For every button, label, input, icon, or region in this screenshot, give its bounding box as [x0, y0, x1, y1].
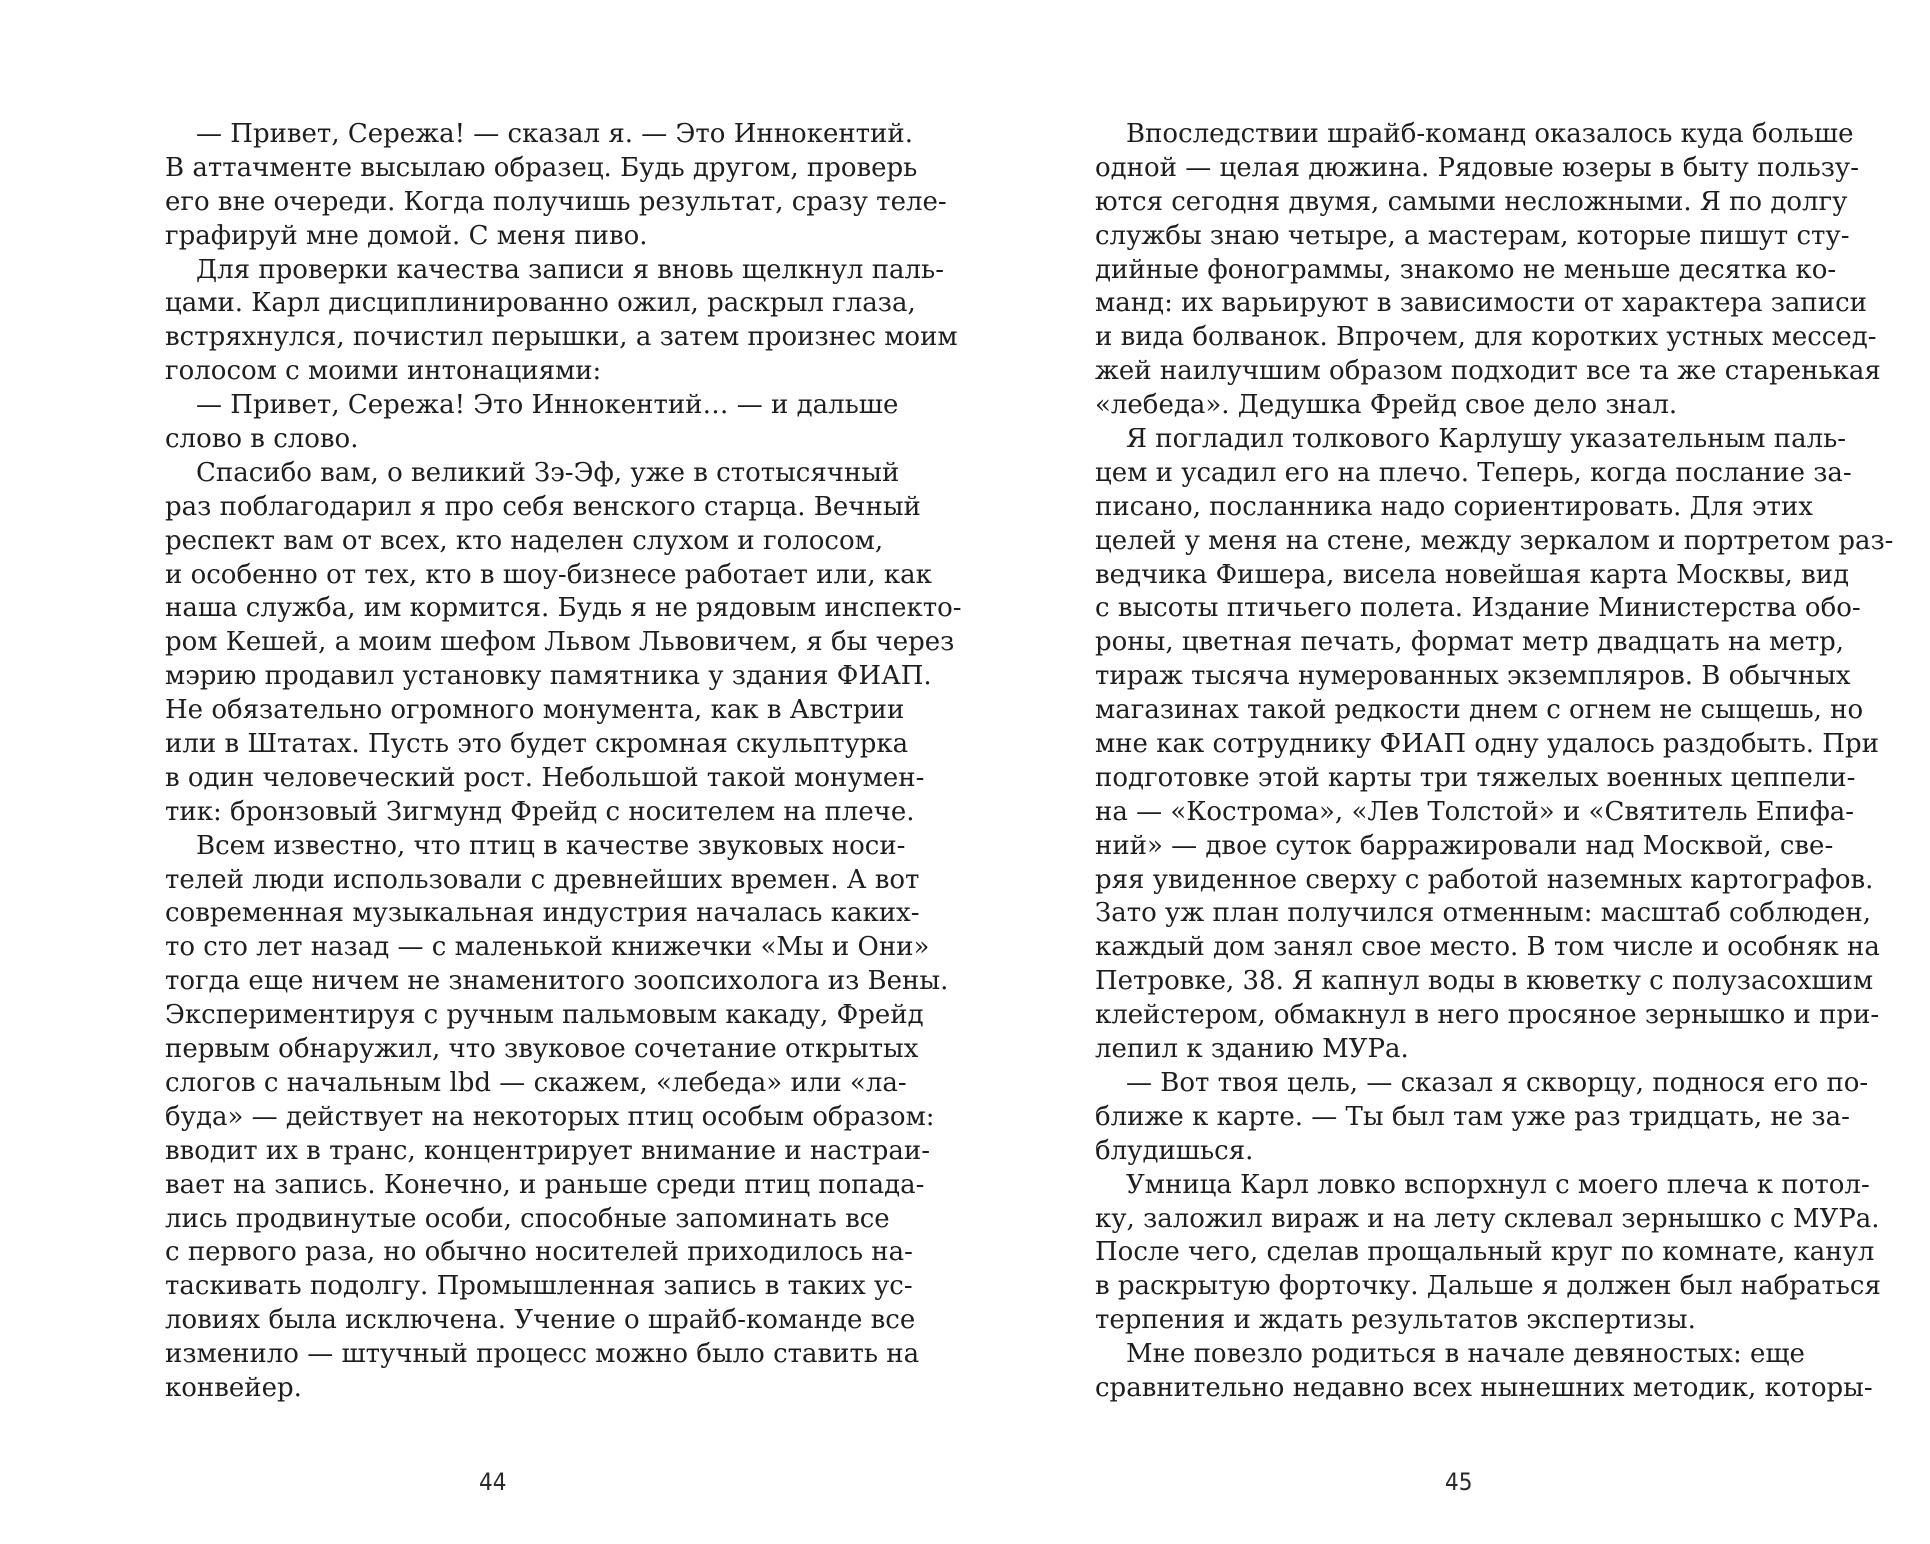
text-line: первым обнаружил, что звуковое сочетание открытых — [165, 1034, 919, 1065]
text-line: писано, посланника надо сориентировать. Для этих — [1095, 491, 1813, 522]
text-line: «лебеда». Дедушка Фрейд свое дело знал. — [1095, 390, 1678, 421]
text-line: сравнительно недавно всех нынешних методик, которы- — [1095, 1372, 1873, 1403]
text-line: Для проверки качества записи я вновь щелкнул паль- — [196, 254, 944, 285]
text-line: раз поблагодарил я про себя венского старца. Вечный — [165, 491, 921, 522]
text-line: вводит их в транс, концентрирует внимание и настраи- — [165, 1135, 930, 1166]
text-line: наша служба, им кормится. Будь я не рядовым инспекто- — [165, 593, 962, 624]
text-line: изменило — штучный процесс можно было ставить на — [165, 1339, 920, 1370]
text-line: и вида болванок. Впрочем, для коротких устных мессед- — [1095, 322, 1877, 353]
text-line: то сто лет назад — с маленькой книжечки «Мы и Они» — [165, 932, 930, 963]
text-line: ряя увиденное сверху с работой наземных картографов. — [1095, 864, 1874, 895]
text-line: тик: бронзовый Зигмунд Фрейд с носителем на плече. — [165, 796, 915, 827]
text-line: роны, цветная печать, формат метр двадцать на метр, — [1095, 627, 1845, 658]
text-line: — Привет, Сережа! — сказал я. — Это Иннокентий. — [196, 119, 913, 149]
text-line: графируй мне домой. С меня пиво. — [165, 220, 648, 251]
text-line: цем и усадил его на плечо. Теперь, когда послание за- — [1095, 457, 1852, 488]
text-line: цами. Карл дисциплинированно ожил, раскрыл глаза, — [165, 288, 916, 319]
text-line: В аттачменте высылаю образец. Будь другом, проверь — [165, 152, 918, 183]
text-line: респект вам от всех, кто наделен слухом и голосом, — [165, 525, 884, 556]
text-line: слово в слово. — [165, 424, 359, 455]
text-line: ведчика Фишера, висела новейшая карта Москвы, вид — [1095, 559, 1850, 590]
text-line: Зато уж план получился отменным: масштаб соблюден, — [1095, 898, 1872, 929]
text-line: телей люди использовали с древнейших времен. А вот — [165, 864, 920, 895]
text-line: современная музыкальная индустрия началась каких- — [165, 898, 920, 929]
text-line: таскивать подолгу. Промышленная запись в таких ус- — [165, 1271, 913, 1302]
text-line: жей наилучшим образом подходит все та же старенькая — [1095, 356, 1881, 387]
text-line: ловиях была исключена. Учение о шрайб-команде все — [165, 1305, 916, 1336]
right-page — [965, 0, 1930, 1544]
text-line: одной — целая дюжина. Рядовые юзеры в быту пользу- — [1095, 152, 1860, 183]
text-line: его вне очереди. Когда получишь результат, сразу теле- — [165, 186, 947, 217]
text-line: клейстером, обмакнул в него просяное зернышко и при- — [1095, 1000, 1880, 1031]
text-line: — Привет, Сережа! Это Иннокентий… — и дальше — [196, 390, 899, 421]
text-line: буда» — действует на некоторых птиц особым образом: — [165, 1101, 935, 1132]
text-line: — Вот твоя цель, — сказал я скворцу, поднося его по- — [1126, 1067, 1869, 1098]
text-line: Спасибо вам, о великий Зэ-Эф, уже в стотысячный — [196, 457, 900, 488]
text-line: лись продвинутые особи, способные запоминать все — [165, 1203, 890, 1234]
text-line: Умница Карл ловко вспорхнул с моего плеча к потол- — [1126, 1169, 1870, 1200]
text-line: каждый дом занял свое место. В том числе и особняк на — [1095, 932, 1880, 963]
text-line: дийные фонограммы, знакомо не меньше десятка ко- — [1095, 254, 1837, 285]
left-page-text — [165, 118, 962, 1406]
text-line: с первого раза, но обычно носителей приходилось на- — [165, 1237, 913, 1268]
text-line: Всем известно, что птиц в качестве звуковых носи- — [196, 830, 906, 861]
text-line: на — «Кострома», «Лев Толстой» и «Святитель Епифа- — [1095, 796, 1855, 827]
text-line: мне как сотруднику ФИАП одну удалось раздобыть. При — [1095, 729, 1879, 760]
text-line: Впоследствии шрайб-команд оказалось куда больше — [1126, 119, 1854, 149]
text-line: голосом с моими интонациями: — [165, 356, 602, 387]
right-page-text — [1095, 118, 1894, 1406]
text-line: в раскрытую форточку. Дальше я должен был набраться — [1095, 1271, 1881, 1302]
text-line: После чего, сделав прощальный круг по комнате, канул — [1095, 1237, 1875, 1268]
text-line: ний» — двое суток барражировали над Москвой, све- — [1095, 830, 1834, 861]
page-number: 44 — [479, 1468, 507, 1496]
text-line: Не обязательно огромного монумента, как в Австрии — [165, 695, 905, 726]
text-line: манд: их варьируют в зависимости от характера записи — [1095, 288, 1867, 319]
page-number: 45 — [1445, 1468, 1473, 1496]
text-line: службы знаю четыре, а мастерам, которые пишут сту- — [1095, 220, 1850, 251]
text-line: Я погладил толкового Карлушу указательным паль- — [1126, 424, 1847, 455]
text-line: терпения и ждать результатов экспертизы. — [1095, 1305, 1696, 1336]
text-line: целей у меня на стене, между зеркалом и портретом раз- — [1095, 525, 1894, 556]
text-line: и особенно от тех, кто в шоу-бизнесе работает или, как — [165, 559, 932, 590]
text-line: лепил к зданию МУРа. — [1095, 1034, 1409, 1065]
text-line: вает на запись. Конечно, и раньше среди птиц попада- — [165, 1169, 925, 1200]
text-line: ром Кешей, а моим шефом Львом Львовичем, я бы через — [165, 627, 955, 658]
text-line: или в Штатах. Пусть это будет скромная скульптурка — [165, 729, 909, 760]
text-line: конвейер. — [165, 1372, 302, 1403]
text-line: встряхнулся, почистил перышки, а затем произнес моим — [165, 322, 958, 353]
text-line: ются сегодня двумя, самыми несложными. Я по долгу — [1095, 186, 1848, 217]
text-line: Мне повезло родиться в начале девяностых: еще — [1126, 1339, 1805, 1370]
text-line: мэрию продавил установку памятника у здания ФИАП. — [165, 661, 932, 692]
text-line: с высоты птичьего полета. Издание Министерства обо- — [1095, 593, 1861, 624]
text-line: Петровке, 38. Я капнул воды в кюветку с полузасохшим — [1095, 966, 1874, 997]
text-line: ку, заложил вираж и на лету склевал зернышко с МУРа. — [1095, 1203, 1880, 1234]
text-line: подготовке этой карты три тяжелых военных цеппели- — [1095, 762, 1856, 793]
text-line: блудишься. — [1095, 1135, 1254, 1166]
text-line: ближе к карте. — Ты был там уже раз тридцать, не за- — [1095, 1101, 1850, 1132]
text-line: тогда еще ничем не знаменитого зоопсихолога из Вены. — [165, 966, 949, 997]
text-line: Экспериментируя с ручным пальмовым какаду, Фрейд — [165, 1000, 924, 1031]
text-line: магазинах такой редкости днем с огнем не сыщешь, но — [1095, 695, 1864, 726]
text-line: в один человеческий рост. Небольшой такой монумен- — [165, 762, 925, 793]
text-line: слогов с начальным lbd — скажем, «лебеда» или «ла- — [165, 1067, 907, 1098]
text-line: тираж тысяча нумерованных экземпляров. В обычных — [1095, 661, 1851, 692]
